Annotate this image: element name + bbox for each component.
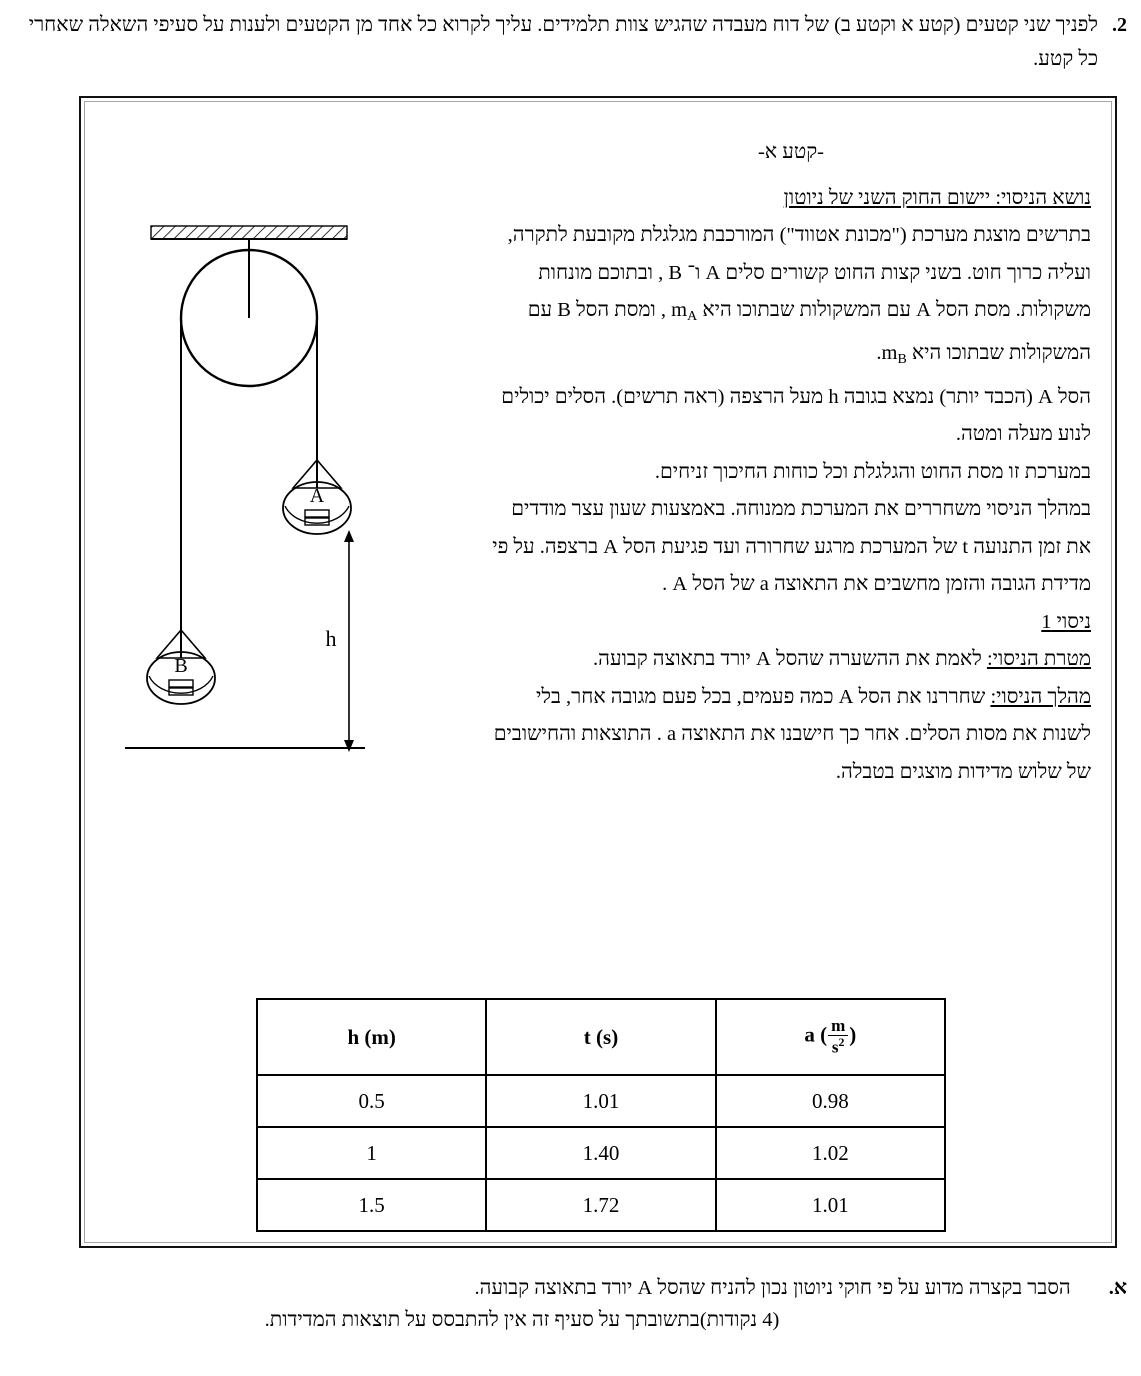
goal-label: מטרת הניסוי: [986,648,1091,671]
passage-subject-heading: נושא הניסוי: יישום החוק השני של ניוטון [783,186,1091,209]
column-header-t: t (s) [486,999,715,1075]
ceiling-icon [151,226,347,239]
subquestion-letter: א. [1108,1277,1127,1299]
passage-paragraph-3: במערכת זו מסת החוט והגלגלת וכל כוחות החיכוך זניחים. [654,460,1091,483]
passage-label: -קטע א- [757,141,825,163]
cell-t-3: 1.72 [486,1179,715,1231]
subquestion-note: בתשובתך על סעיף זה אין להתבסס על תוצאות המדידות. [264,1309,700,1331]
subquestion-note-row [17,1309,1127,1332]
svg-text:A: A [309,485,325,507]
table-row [257,1075,945,1127]
question-header [22,8,1127,76]
unit-denominator: $s^2$ [831,1035,845,1057]
column-header-a [716,999,945,1075]
procedure-label: מהלך הניסוי: [990,685,1091,708]
cell-a-1: 0.98 [716,1075,945,1127]
goal-paragraph: מטרת הניסוי: לאמת את ההשערה שהסל A יורד בתאוצה קבועה. [593,648,1091,671]
cell-a-3: 1.01 [716,1179,945,1231]
unit-fraction [828,1017,848,1056]
cell-t-1: 1.01 [486,1075,715,1127]
table-row [257,1127,945,1179]
cell-h-3: 1.5 [257,1179,486,1231]
column-header-a-suffix: ) [849,1022,857,1047]
cell-a-2: 1.02 [716,1127,945,1179]
results-table [256,998,946,1232]
passage-paragraph-1: בתרשים מוצגת מערכת ("מכונת אטווד") המורכבת מגלגלת מקובעת לתקרה, ועליה כרוך חוט. בשני קצות החוט קשורים סלים A ו־ B , ובתוכם מונחות משקולות. מסת הסל A עם המשקולות שבתוכו היא $m_A$ , ומסת הסל B עם המשקולות שבתוכו היא $m_B$. [507,224,1091,368]
passage-text-column [491,134,1091,791]
height-label: h [325,626,337,651]
cell-h-2: 1 [257,1127,486,1179]
subquestion-a [17,1272,1127,1332]
column-header-a-prefix: a ( [804,1022,828,1047]
procedure-paragraph: מהלך הניסוי: שחררנו את הסל A כמה פעמים, בכל פעם מגובה אחר, בלי לשנות את מסות הסלים. אחר כך חישבנו את התאוצה a . התוצאות והחישובים של שלוש מדידות מוצגים בטבלה. [493,685,1091,783]
subquestion-points: (4 נקודות) [699,1309,780,1331]
cell-t-2: 1.40 [486,1127,715,1179]
svg-text:B: B [174,655,188,677]
height-dimension-icon [344,530,354,752]
table-row [257,1179,945,1231]
passage-paragraph-2: הסל A (הכבד יותר) נמצא בגובה h מעל הרצפה (ראה תרשים). הסלים יכולים לנוע מעלה ומטה. [501,385,1091,446]
results-table-wrap [256,998,946,1232]
subquestion-text: הסבר בקצרה מדוע על פי חוקי ניוטון נכון להניח שהסל A יורד בתאוצה קבועה. [474,1277,1071,1299]
passage-paragraph-4: במהלך הניסוי משחררים את המערכת ממנוחה. באמצעות שעון עצר מודדים את זמן התנועה t של המערכת מרגע שחרורה ועד פגיעת הסל A ברצפה. על פי מדידת הגובה והזמן מחשבים את התאוצה a של הסל A . [492,498,1091,596]
unit-numerator: m [828,1017,848,1036]
table-header-row [257,999,945,1075]
question-number: 2. [1112,14,1127,36]
experiment-heading: ניסוי 1 [1041,610,1091,633]
question-text: לפניך שני קטעים (קטע א וקטע ב) של דוח מעבדה שהגיש צוות תלמידים. עליך לקרוא כל אחד מן הקטעים ולענות על סעיפי השאלה שאחרי כל קטע. [28,14,1098,70]
subquestion-a-row [17,1272,1127,1305]
cell-h-1: 0.5 [257,1075,486,1127]
column-header-h: h (m) [257,999,486,1075]
atwood-machine-diagram [115,218,435,898]
passage-frame [79,96,1117,1248]
